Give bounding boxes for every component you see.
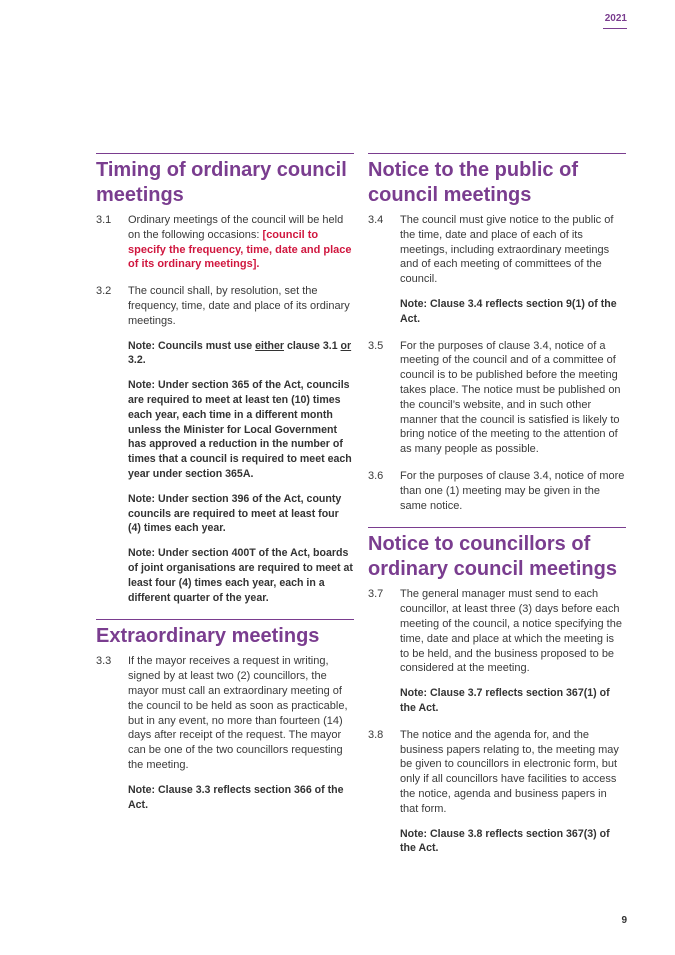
clause-body: Ordinary meetings of the council will be held on the following occasions: [128, 214, 344, 241]
clause-3-8 [368, 728, 626, 817]
note-clause-3-8: Note: Clause 3.8 reflects section 367(3) of the Act. [400, 827, 610, 855]
note-part: clause 3.1 [284, 339, 341, 352]
clause-text: For the purposes of clause 3.4, notice of a meeting of the council and of a committee of council is to be published before the meeting takes place. The notice must be published on the council’s website, and in such other manner that the council is satisfied is likely to bring notice of the meeting to the attention of as many people as possible. [400, 339, 621, 456]
note-part: Note: Councils must use [128, 339, 256, 352]
note-section-365: Note: Under section 365 of the Act, councils are required to meet at least ten (10) times each year, each time in a different month unless the Minister for Local Government has approved a reduction in the number of times that a council is required to meet each year under section 365A. [128, 379, 352, 480]
note-clause-3-3: Note: Clause 3.3 reflects section 366 of the Act. [128, 783, 344, 811]
note-part: 3.2. [128, 354, 146, 367]
clause-3-7 [368, 587, 626, 676]
clause-3-2 [96, 284, 354, 328]
note-emphasis: or [340, 339, 352, 352]
clause-number: 3.2 [96, 285, 112, 298]
clause-3-5 [368, 339, 626, 457]
note-section-400t: Note: Under section 400T of the Act, boards of joint organisations are required to meet at least four (4) times each year, each in a different quarter of the year. [128, 547, 353, 604]
section-heading: Notice to councillors of ordinary council meetings [368, 533, 617, 581]
clause-number: 3.8 [368, 728, 384, 741]
section-timing-of-meetings [96, 153, 354, 605]
clause-3-6 [368, 469, 626, 513]
clause-number: 3.5 [368, 339, 384, 352]
year-underline [603, 28, 627, 29]
clause-number: 3.1 [96, 214, 112, 226]
clause-number: 3.6 [368, 469, 384, 482]
right-column [368, 153, 626, 870]
section-notice-to-councillors [368, 527, 626, 856]
clause-number: 3.3 [96, 655, 112, 668]
section-extraordinary-meetings [96, 619, 354, 812]
section-heading: Notice to the public of council meetings [368, 159, 578, 206]
note-either-or [128, 339, 354, 369]
note-clause-3-7: Note: Clause 3.7 reflects section 367(1) of the Act. [400, 687, 610, 714]
clause-text [128, 213, 354, 272]
clause-text: The notice and the agenda for, and the business papers relating to, the meeting may be given to councillors in electronic form, but only if all councillors have facilities to access the notice, agenda and business papers in that form. [400, 728, 619, 815]
clause-text: The council shall, by resolution, set the frequency, time, date and place of its ordinary meetings. [128, 285, 350, 327]
section-heading: Extraordinary meetings [96, 625, 320, 648]
section-heading: Timing of ordinary council meetings [96, 159, 347, 206]
page-number: 9 [621, 915, 627, 926]
clause-text: The general manager must send to each councillor, at least three (3) days before each meeting of the council, a notice specifying the time, date and place at which the meeting is to be held, and the business proposed to be considered at the meeting. [400, 588, 622, 675]
clause-text: If the mayor receives a request in writing, signed by at least two (2) councillors, the mayor must call an extraordinary meeting of the council to be held as soon as practicable, but in any event, no more than fourteen (14) days after receipt of the request. The mayor can be one of the two councillors requesting the meeting. [128, 655, 348, 771]
note-emphasis: either [255, 339, 284, 352]
left-column [96, 153, 354, 826]
note-section-396: Note: Under section 396 of the Act, county councils are required to meet at least four (4) times each year. [128, 492, 342, 535]
clause-text: The council must give notice to the public of the time, date and place of each of its meetings, including extraordinary meetings and of each meeting of committees of the council. [400, 214, 614, 286]
note-clause-3-4: Note: Clause 3.4 reflects section 9(1) of the Act. [400, 297, 617, 325]
clause-placeholder: [council to specify the frequency, time, date and place of its ordinary meetings]. [128, 228, 352, 271]
clause-text: For the purposes of clause 3.4, notice of more than one (1) meeting may be given in the same notice. [400, 469, 625, 512]
clause-number: 3.7 [368, 588, 384, 601]
section-notice-to-public [368, 153, 626, 513]
clause-3-1 [96, 213, 354, 272]
clause-number: 3.4 [368, 214, 384, 226]
document-year: 2021 [604, 13, 627, 24]
clause-3-4 [368, 213, 626, 287]
clause-3-3 [96, 654, 354, 772]
